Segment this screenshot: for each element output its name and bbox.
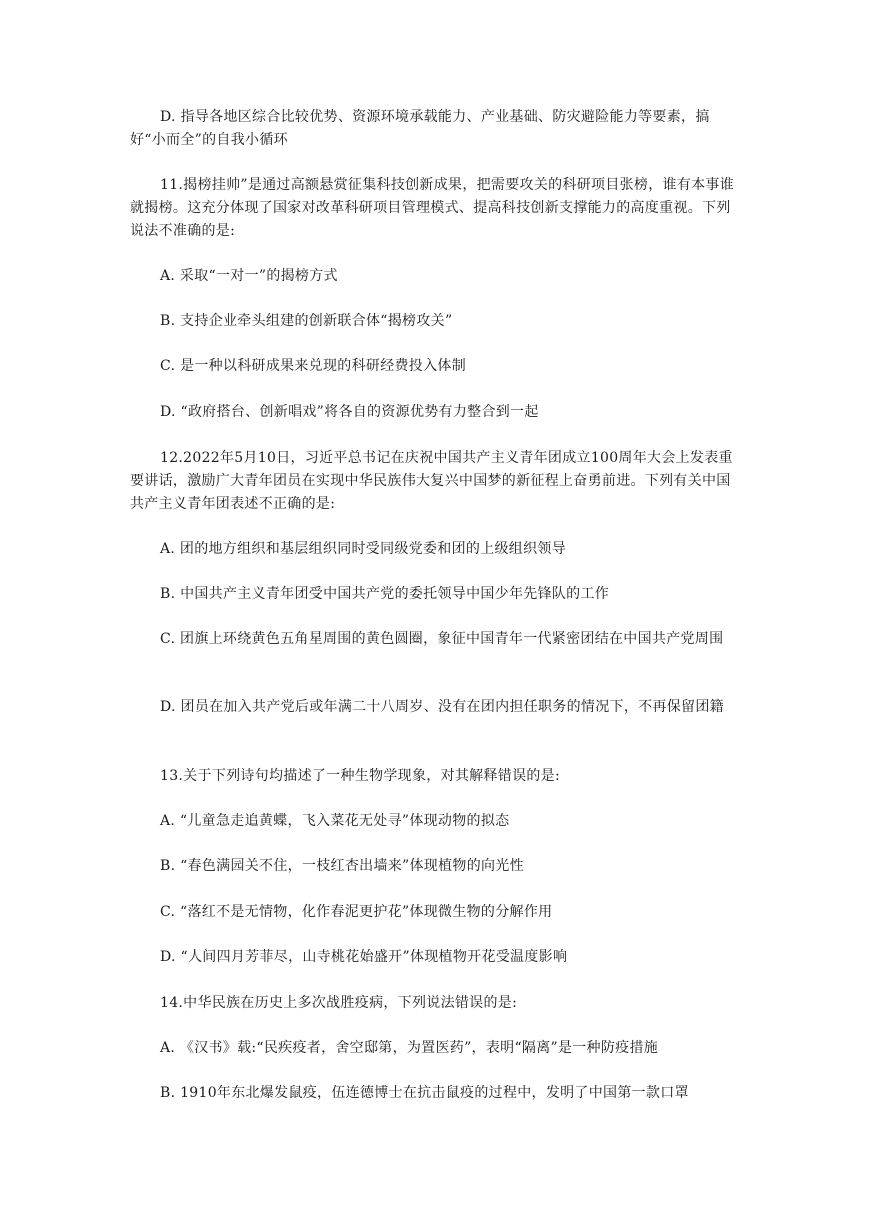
q13-option-b: B. “春色满园关不住，一枝红杏出墙来”体现植物的向光性 <box>160 858 524 874</box>
q11-option-d: D. “政府搭台、创新唱戏”将各自的资源优势有力整合到一起 <box>160 404 539 420</box>
q12-option-d: D. 团员在加入共产党后或年满二十八周岁、没有在团内担任职务的情况下，不再保留团籍 <box>160 699 724 715</box>
q13-option-a: A. “儿童急走追黄蝶，飞入菜花无处寻”体现动物的拟态 <box>160 813 510 829</box>
q14-option-a: A. 《汉书》载:“民疾疫者，舍空邸第，为置医药”，表明“隔离”是一种防疫措施 <box>160 1040 659 1056</box>
q14-stem: 14.中华民族在历史上多次战胜疫病，下列说法错误的是: <box>160 995 518 1011</box>
q14-option-b: B. 1910年东北爆发鼠疫，伍连德博士在抗击鼠疫的过程中，发明了中国第一款口罩 <box>160 1085 689 1101</box>
q12-option-c: C. 团旗上环绕黄色五角星周围的黄色圆圈，象征中国青年一代紧密团结在中国共产党周围 <box>160 631 724 647</box>
q13-option-c: C. “落红不是无情物，化作春泥更护花”体现微生物的分解作用 <box>160 904 553 920</box>
q13-stem: 13.关于下列诗句均描述了一种生物学现象，对其解释错误的是: <box>160 768 560 784</box>
q10-option-d: D. 指导各地区综合比较优势、资源环境承载能力、产业基础、防灾避险能力等要素，搞好“小而全”的自我小循环 <box>130 109 710 148</box>
q12-option-a: A. 团的地方组织和基层组织同时受同级党委和团的上级组织领导 <box>160 541 567 557</box>
q11-option-c: C. 是一种以科研成果来兑现的科研经费投入体制 <box>160 358 467 374</box>
q11-option-a: A. 采取“一对一”的揭榜方式 <box>160 268 338 284</box>
q13-option-d: D. “人间四月芳菲尽，山寺桃花始盛开”体现植物开花受温度影响 <box>160 949 568 965</box>
q11-option-b: B. 支持企业牵头组建的创新联合体“揭榜攻关” <box>160 313 453 329</box>
q12-option-b: B. 中国共产主义青年团受中国共产党的委托领导中国少年先锋队的工作 <box>160 586 610 602</box>
q11-stem: 11.揭榜挂帅”是通过高额悬赏征集科技创新成果，把需要攻关的科研项目张榜，谁有本事谁就揭榜。这充分体现了国家对改革科研项目管理模式、提高科技创新支撑能力的高度重视。下列说法不准确的是: <box>130 177 735 239</box>
q12-stem: 12.2022年5月10日，习近平总书记在庆祝中国共产主义青年团成立100周年大会上发表重要讲话，激励广大青年团员在实现中华民族伟大复兴中国梦的新征程上奋勇前进。下列有关中国共产主义青年团表述不正确的是: <box>130 450 733 512</box>
